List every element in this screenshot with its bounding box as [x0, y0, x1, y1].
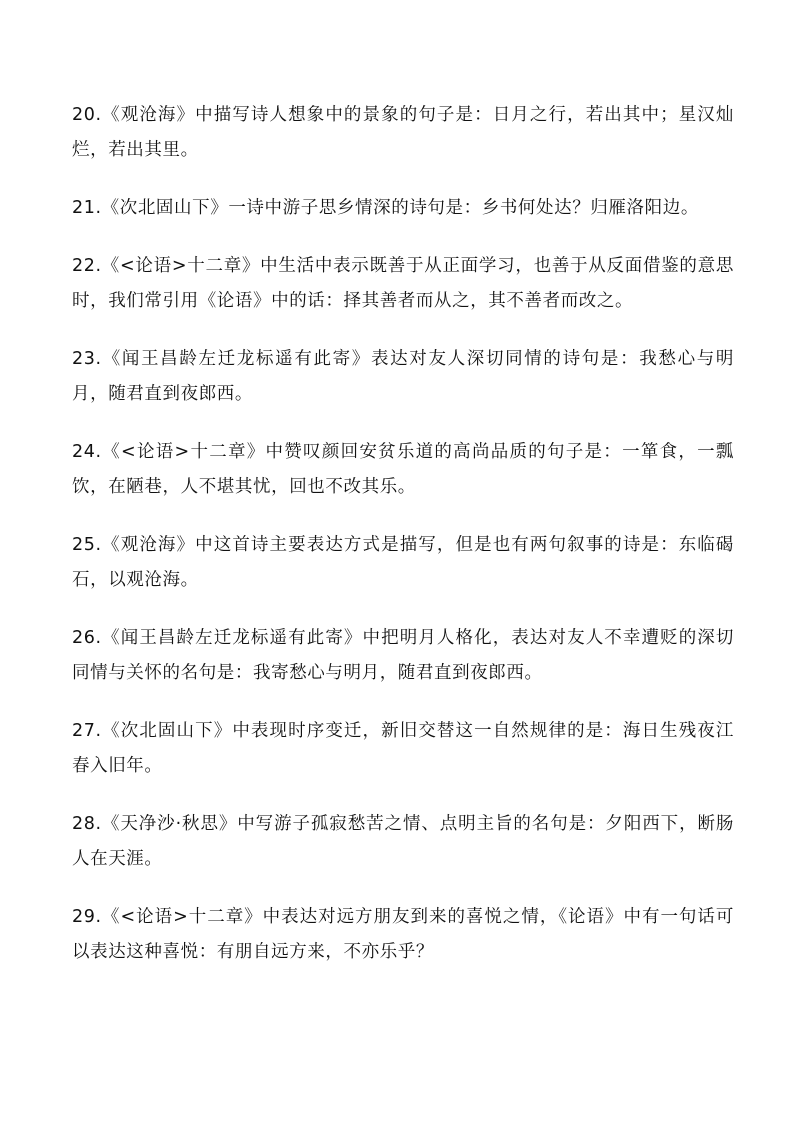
question-29: 29.《<论语>十二章》中表达对远方朋友到来的喜悦之情，《论语》中有一句话可以表达这种喜悦：有朋自远方来，不亦乐乎？	[72, 907, 734, 962]
question-27: 27.《次北固山下》中表现时序变迁，新旧交替这一自然规律的是：海日生残夜江春入旧年。	[72, 721, 734, 776]
question-21: 21.《次北固山下》一诗中游子思乡情深的诗句是：乡书何处达？归雁洛阳边。	[72, 198, 699, 218]
question-28: 28.《天净沙·秋思》中写游子孤寂愁苦之情、点明主旨的名句是：夕阳西下，断肠人在天涯。	[72, 814, 734, 869]
question-26: 26.《闻王昌龄左迁龙标遥有此寄》中把明月人格化，表达对友人不幸遭贬的深切同情与关怀的名句是：我寄愁心与明月，随君直到夜郎西。	[72, 628, 734, 683]
question-20: 20.《观沧海》中描写诗人想象中的景象的句子是：日月之行，若出其中；星汉灿烂，若出其里。	[72, 105, 734, 160]
question-24: 24.《<论语>十二章》中赞叹颜回安贫乐道的高尚品质的句子是：一箪食，一瓢饮，在陋巷，人不堪其忧，回也不改其乐。	[72, 442, 734, 497]
question-25: 25.《观沧海》中这首诗主要表达方式是描写，但是也有两句叙事的诗是：东临碣石，以观沧海。	[72, 535, 734, 590]
question-23: 23.《闻王昌龄左迁龙标遥有此寄》表达对友人深切同情的诗句是：我愁心与明月，随君直到夜郎西。	[72, 349, 734, 404]
question-22: 22.《<论语>十二章》中生活中表示既善于从正面学习，也善于从反面借鉴的意思时，我们常引用《论语》中的话：择其善者而从之，其不善者而改之。	[72, 256, 734, 311]
